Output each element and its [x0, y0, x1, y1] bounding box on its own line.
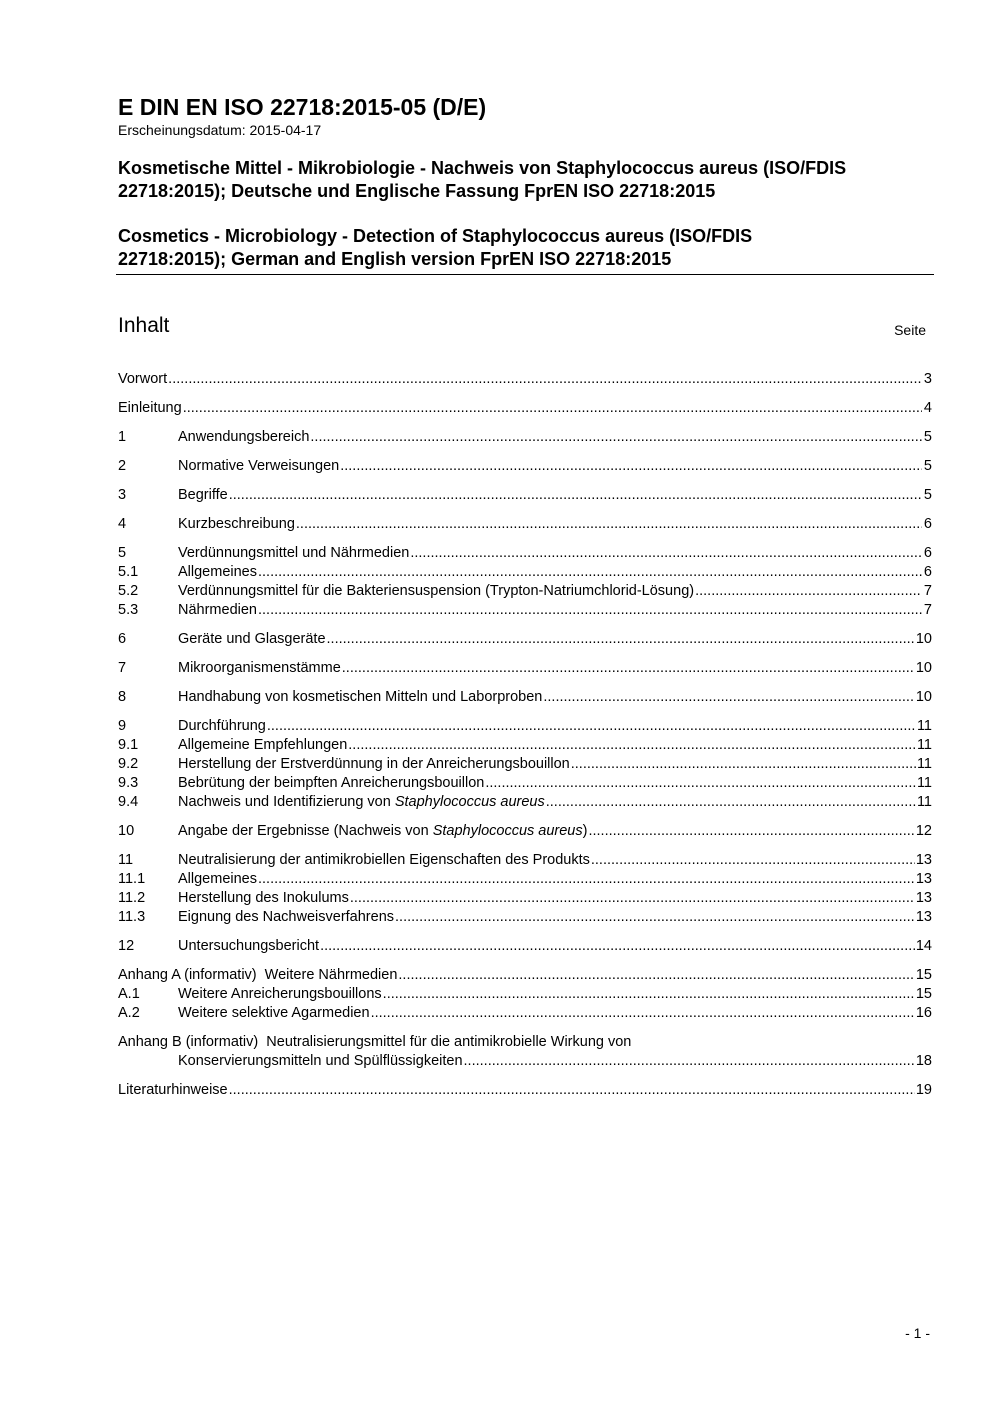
toc-entry-number: 9: [118, 718, 127, 734]
toc-entry-number: 6: [118, 631, 127, 647]
table-of-contents: [118, 370, 932, 1110]
toc-entry-title: Vorwort: [118, 371, 168, 387]
title-german-line-1: Kosmetische Mittel - Mikrobiologie - Nachweis von Staphylococcus aureus (ISO/FDIS: [118, 158, 847, 178]
toc-entry-page: 10: [915, 660, 932, 676]
toc-entry-page: 19: [915, 1082, 932, 1098]
title-german-line-2: 22718:2015); Deutsche und Englische Fassung FprEN ISO 22718:2015: [118, 181, 716, 201]
toc-entry-number: 11.2: [118, 890, 146, 906]
toc-entry-number: 11: [118, 852, 134, 868]
document-header: [118, 94, 934, 271]
toc-entry-number: 10: [118, 823, 135, 839]
toc-entry-number: 5.1: [118, 564, 139, 580]
toc-leader: [371, 1004, 915, 1023]
toc-entry-page: 11: [916, 718, 932, 734]
toc-entry-number: 9.3: [118, 775, 139, 791]
toc-entry-title-suffix: ): [582, 823, 588, 839]
title-english: [118, 225, 924, 271]
toc-entry-4[interactable]: [118, 515, 932, 534]
toc-entry-title: Allgemeines: [178, 564, 257, 580]
toc-entry-title: Weitere Anreicherungsbouillons: [178, 986, 382, 1002]
toc-entry-title-text: Angabe der Ergebnisse (Nachweis von: [178, 823, 433, 839]
toc-entry-page: 6: [923, 564, 932, 580]
toc-entry-einleitung[interactable]: [118, 399, 932, 418]
toc-entry-title: Geräte und Glasgeräte: [178, 631, 326, 647]
toc-entry-title-species: Staphylococcus aureus: [394, 794, 545, 810]
toc-entry-title: Allgemeine Empfehlungen: [178, 737, 348, 753]
toc-entry-page: 15: [915, 986, 932, 1002]
toc-entry-number: 1: [118, 429, 127, 445]
toc-entry-5-1[interactable]: [118, 563, 932, 582]
toc-entry-a-1[interactable]: [118, 985, 932, 1004]
toc-entry-9-4[interactable]: [118, 793, 932, 812]
toc-leader: [296, 515, 922, 534]
toc-entry-2[interactable]: [118, 457, 932, 476]
toc-entry-11-3[interactable]: [118, 908, 932, 927]
page-number: - 1 -: [905, 1325, 930, 1341]
toc-entry-title: Anwendungsbereich: [178, 429, 310, 445]
toc-entry-vorwort[interactable]: [118, 370, 932, 389]
toc-entry-page: 10: [915, 689, 932, 705]
toc-entry-number: 5.3: [118, 602, 139, 618]
toc-entry-page: 6: [923, 516, 932, 532]
toc-leader: [383, 985, 915, 1004]
toc-entry-title: Handhabung von kosmetischen Mitteln und Laborproben: [178, 689, 543, 705]
toc-entry-title-species: Staphylococcus aureus: [432, 823, 583, 839]
toc-entry-title: Bebrütung der beimpften Anreicherungsbouillon: [178, 775, 485, 791]
toc-leader: [267, 717, 916, 736]
toc-entry-number: 9.1: [118, 737, 139, 753]
toc-leader: [168, 370, 922, 389]
toc-leader: [591, 851, 915, 870]
toc-entry-number: 4: [118, 516, 127, 532]
toc-entry-9-2[interactable]: [118, 755, 932, 774]
toc-entry-title: Herstellung der Erstverdünnung in der Anreicherungsbouillon: [178, 756, 570, 772]
toc-entry-title: Weitere selektive Agarmedien: [178, 1005, 370, 1021]
toc-entry-page: 11: [916, 756, 932, 772]
toc-entry-6[interactable]: [118, 630, 932, 649]
toc-entry-number: A.1: [118, 986, 140, 1002]
toc-leader: [340, 457, 922, 476]
toc-entry-literatur[interactable]: [118, 1081, 932, 1100]
toc-entry-number: A.2: [118, 1005, 140, 1021]
toc-entry-8[interactable]: [118, 688, 932, 707]
toc-entry-7[interactable]: [118, 659, 932, 678]
toc-entry-a-2[interactable]: [118, 1004, 932, 1023]
toc-entry-11[interactable]: [118, 851, 932, 870]
toc-entry-page: 16: [915, 1005, 932, 1021]
toc-entry-page: 7: [923, 602, 932, 618]
toc-entry-number: 9.4: [118, 794, 139, 810]
toc-entry-annex-a[interactable]: [118, 966, 932, 985]
toc-entry-page: 13: [915, 852, 932, 868]
toc-leader: [350, 889, 915, 908]
title-english-line-2: 22718:2015); German and English version FprEN ISO 22718:2015: [118, 249, 672, 269]
toc-entry-number: 2: [118, 458, 127, 474]
toc-entry-title: Konservierungsmitteln und Spülflüssigkeiten: [178, 1053, 463, 1069]
toc-leader: [342, 659, 915, 678]
toc-entry-title: Nährmedien: [178, 602, 257, 618]
toc-entry-page: 13: [915, 909, 932, 925]
toc-entry-number: 7: [118, 660, 127, 676]
toc-entry-page: 11: [916, 794, 932, 810]
toc-leader: [398, 966, 914, 985]
toc-title: Inhalt: [118, 314, 170, 337]
toc-entry-page: 11: [916, 737, 932, 753]
toc-entry-5-2[interactable]: [118, 582, 932, 601]
toc-leader: [464, 1052, 915, 1071]
toc-entry-title: Kurzbeschreibung: [178, 516, 295, 532]
toc-entry-9[interactable]: [118, 717, 932, 736]
toc-entry-page: 10: [915, 631, 932, 647]
toc-entry-title: Verdünnungsmittel und Nährmedien: [178, 545, 410, 561]
toc-entry-annex-b-continued[interactable]: [118, 1052, 932, 1071]
toc-leader: [258, 870, 915, 889]
toc-entry-page: 13: [915, 890, 932, 906]
toc-leader: [258, 601, 922, 620]
toc-entry-5[interactable]: [118, 544, 932, 563]
toc-entry-page: 12: [915, 823, 932, 839]
toc-entry-page: 5: [923, 429, 932, 445]
toc-entry-title: Neutralisierung der antimikrobiellen Eigenschaften des Produkts: [178, 852, 590, 868]
toc-entry-12[interactable]: [118, 937, 932, 956]
toc-leader: [183, 399, 922, 418]
document-id: E DIN EN ISO 22718:2015-05 (D/E): [118, 94, 487, 120]
toc-entry-page: 4: [923, 400, 932, 416]
toc-entry-title: [178, 793, 545, 812]
toc-entry-title: Eignung des Nachweisverfahrens: [178, 909, 395, 925]
title-english-line-1: Cosmetics - Microbiology - Detection of Staphylococcus aureus (ISO/FDIS: [118, 226, 753, 246]
toc-entry-number: 12: [118, 938, 135, 954]
toc-entry-title: Allgemeines: [178, 871, 257, 887]
toc-entry-11-1[interactable]: [118, 870, 932, 889]
toc-entry-number: 9.2: [118, 756, 139, 772]
toc-entry-page: 3: [923, 371, 932, 387]
toc-entry-title: Durchführung: [178, 718, 266, 734]
toc-leader: [310, 428, 922, 447]
toc-entry-5-3[interactable]: [118, 601, 932, 620]
toc-entry-title: Anhang B (informativ) Neutralisierungsmittel für die antimikrobielle Wirkung von: [118, 1034, 632, 1050]
toc-leader: [543, 688, 915, 707]
publication-date: Erscheinungsdatum: 2015-04-17: [118, 122, 322, 138]
toc-leader: [695, 582, 922, 601]
toc-entry-page: 14: [915, 938, 932, 954]
toc-entry-1[interactable]: [118, 428, 932, 447]
toc-entry-number: 11.3: [118, 909, 146, 925]
toc-entry-3[interactable]: [118, 486, 932, 505]
toc-entry-annex-b[interactable]: [118, 1033, 932, 1052]
title-german: [118, 157, 924, 203]
toc-leader: [395, 908, 915, 927]
toc-entry-number: 5.2: [118, 583, 139, 599]
toc-leader: [410, 544, 922, 563]
toc-entry-9-3[interactable]: [118, 774, 932, 793]
toc-leader: [258, 563, 922, 582]
toc-entry-11-2[interactable]: [118, 889, 932, 908]
toc-entry-number: 3: [118, 487, 127, 503]
toc-entry-10[interactable]: [118, 822, 932, 841]
toc-page-label: Seite: [894, 322, 926, 338]
toc-entry-title: Verdünnungsmittel für die Bakteriensuspension (Trypton-Natriumchlorid-Lösung): [178, 583, 695, 599]
toc-leader: [229, 1081, 915, 1100]
toc-entry-page: 15: [915, 967, 932, 983]
toc-entry-title-text: Nachweis und Identifizierung von: [178, 794, 395, 810]
toc-entry-title: Einleitung: [118, 400, 182, 416]
toc-entry-page: 18: [915, 1053, 932, 1069]
toc-leader: [320, 937, 915, 956]
toc-leader: [327, 630, 915, 649]
toc-entry-page: 13: [915, 871, 932, 887]
toc-leader: [229, 486, 922, 505]
toc-entry-page: 5: [923, 487, 932, 503]
toc-leader: [485, 774, 916, 793]
toc-entry-9-1[interactable]: [118, 736, 932, 755]
toc-heading: [118, 314, 926, 344]
toc-entry-number: 5: [118, 545, 127, 561]
toc-leader: [571, 755, 916, 774]
toc-entry-page: 11: [916, 775, 932, 791]
toc-leader: [546, 793, 916, 812]
toc-entry-title: Untersuchungsbericht: [178, 938, 320, 954]
toc-leader: [588, 822, 914, 841]
toc-entry-title: Anhang A (informativ) Weitere Nährmedien: [118, 967, 398, 983]
toc-entry-number: 11.1: [118, 871, 146, 887]
toc-entry-page: 6: [923, 545, 932, 561]
header-divider: [116, 274, 934, 275]
toc-entry-number: 8: [118, 689, 127, 705]
toc-leader: [348, 736, 916, 755]
toc-entry-page: 7: [923, 583, 932, 599]
toc-entry-title: Literaturhinweise: [118, 1082, 228, 1098]
toc-entry-title: Begriffe: [178, 487, 228, 503]
toc-entry-title: Normative Verweisungen: [178, 458, 340, 474]
toc-entry-title: [178, 822, 587, 841]
toc-entry-title: Mikroorganismenstämme: [178, 660, 341, 676]
toc-entry-page: 5: [923, 458, 932, 474]
toc-entry-title: Herstellung des Inokulums: [178, 890, 349, 906]
